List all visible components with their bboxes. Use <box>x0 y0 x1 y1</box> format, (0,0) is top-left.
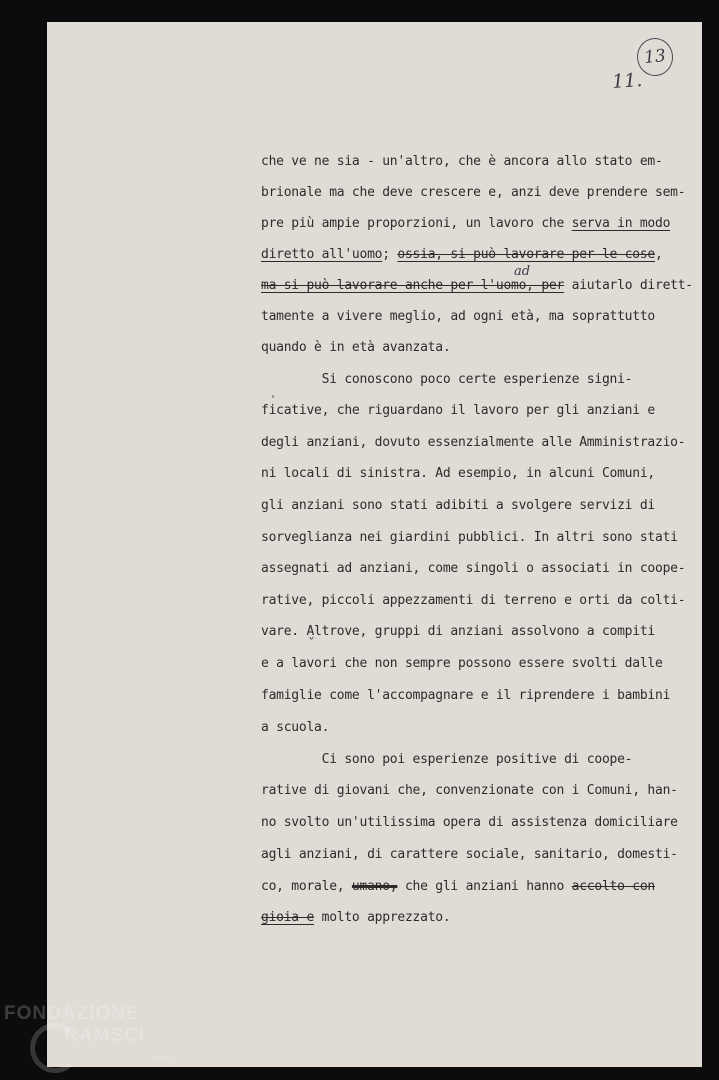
text-line: Si conoscono poco certe esperienze signi- <box>261 372 633 387</box>
text-line: vare. Altrove, gruppi di anziani assolvono a compiti <box>261 624 655 639</box>
circled-page-number: 13 <box>635 36 675 78</box>
struck-text: ossia, si può lavorare per le cose <box>397 247 655 262</box>
fondazione-gramsci-watermark: FONDAZIONE RAMSCI onlus <box>4 1003 184 1075</box>
text-line: pre più ampie proporzioni, un lavoro che serva in modo <box>261 216 671 231</box>
text-line: co, morale, umano, che gli anziani hanno accolto con <box>261 879 655 894</box>
paper-speck <box>272 395 274 398</box>
text-line: ma si può lavorare anche per l'uomo, per aiutarlo dirett- <box>261 278 693 293</box>
text-line: gioia e molto apprezzato. <box>261 910 451 925</box>
text-line: sorveglianza nei giardini pubblici. In altri sono stati <box>261 530 678 545</box>
text-line: ni locali di sinistra. Ad esempio, in alcuni Comuni, <box>261 466 655 481</box>
text-line: quando è in età avanzata. <box>261 340 451 355</box>
handwritten-insertion: ad <box>514 264 531 279</box>
text-line: Ci sono poi esperienze positive di coope- <box>261 752 633 767</box>
text-line: che ve ne sia - un'altro, che è ancora allo stato em- <box>261 154 663 169</box>
handwritten-page-number: 11. <box>611 68 643 94</box>
text-line: tamente a vivere meglio, ad ogni età, ma soprattutto <box>261 309 655 324</box>
text-line: ficative, che riguardano il lavoro per gli anziani e <box>261 403 655 418</box>
struck-text: accolto con <box>571 879 655 894</box>
handwritten-correction: ˇ <box>308 636 315 652</box>
text-line: e a lavori che non sempre possono essere svolti dalle <box>261 656 663 671</box>
text-line: brionale ma che deve crescere e, anzi deve prendere sem- <box>261 185 686 200</box>
struck-text: gioia e <box>261 910 315 925</box>
text-line: a scuola. <box>261 720 330 735</box>
text-line: diretto all'uomo; ossia, si può lavorare per le cose, <box>261 247 663 262</box>
text-line: degli anziani, dovuto essenzialmente alle Amministrazio- <box>261 435 686 450</box>
text-line: rative di giovani che, convenzionate con i Comuni, han- <box>261 783 678 798</box>
text-line: assegnati ad anziani, come singoli o associati in coope- <box>261 561 686 576</box>
scribbled-text: umano, <box>351 879 398 894</box>
text-line: gli anziani sono stati adibiti a svolgere servizi di <box>261 498 655 513</box>
underlined-text: diretto all'uomo <box>261 247 383 262</box>
text-line: no svolto un'utilissima opera di assistenza domiciliare <box>261 815 678 830</box>
text-line: agli anziani, di carattere sociale, sanitario, domesti- <box>261 847 678 862</box>
text-line: famiglie come l'accompagnare e il riprendere i bambini <box>261 688 671 703</box>
struck-text: ma si può lavorare anche per l'uomo, per <box>261 278 565 293</box>
underlined-text: serva in modo <box>571 216 671 231</box>
text-line: rative, piccoli appezzamenti di terreno e orti da colti- <box>261 593 686 608</box>
